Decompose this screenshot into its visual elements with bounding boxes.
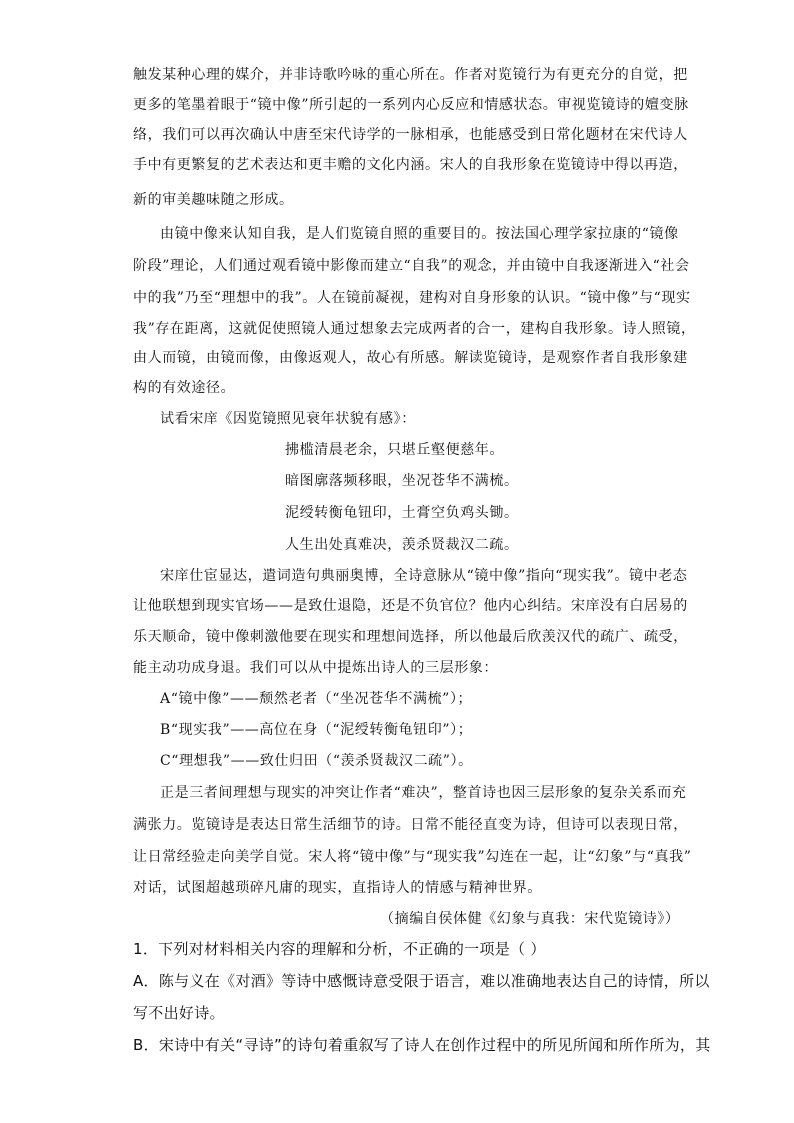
paragraph-2-line: 构的有效途径。: [133, 380, 236, 396]
paragraph-4-line: 乐天顺命，镜中像刺激他要在现实和理想间选择，所以他最后欣羡汉代的疏广、疏受，: [133, 629, 688, 645]
paragraph-1-line: 触发某种心理的媒介，并非诗歌吟咏的重心所在。作者对览镜行为有更充分的自觉，把: [133, 67, 688, 83]
image-layer-item: B“现实我”——高位在身（“泥绶转衡龟钮印”）；: [160, 722, 473, 738]
option-a-continued: 写不出好诗。: [133, 1004, 225, 1022]
option-b: B．宋诗中有关“寻诗”的诗句着重叙写了诗人在创作过程中的所见所闻和所作所为，其: [133, 1036, 711, 1054]
question-stem: 1．下列对材料相关内容的理解和分析，不正确的一项是（ ）: [133, 940, 546, 958]
paragraph-2-line: 由镜中像来认知自我，是人们览镜自照的重要目的。按法国心理学家拉康的“镜像: [160, 226, 679, 242]
poem-line: 泥绶转衡龟钮印，土膏空负鸡头锄。: [285, 505, 519, 521]
poem-line: 人生出处真难决，羡杀贤裁汉二疏。: [285, 537, 519, 553]
paragraph-5-line: 正是三者间理想与现实的冲突让作者“难决”，整首诗也因三层形象的复杂关系而充: [160, 785, 687, 801]
option-a: A．陈与义在《对酒》等诗中感慨诗意受限于语言，难以准确地表达自己的诗情，所以: [133, 972, 710, 990]
paragraph-1-line: 新的审美趣味随之形成。: [133, 192, 294, 208]
paragraph-5-line: 满张力。览镜诗是表达日常生活细节的诗。日常不能径直变为诗，但诗可以表现日常，: [133, 817, 688, 833]
image-layer-item: C“理想我”——致仕归田（“羡杀贤裁汉二疏”）。: [160, 753, 473, 769]
paragraph-5-line: 让日常经验走向美学自觉。宋人将“镜中像”与“现实我”勾连在一起，让“幻象”与“真我”: [133, 849, 692, 865]
image-layer-item: A“镜中像”——颓然老者（“坐况苍华不满梳”）；: [160, 691, 473, 707]
paragraph-1-line: 更多的笔墨着眼于“镜中像”所引起的一系列内心反应和情感状态。审视览镜诗的嬗变脉: [133, 97, 689, 113]
paragraph-2-line: 我”存在距离，这就促使照镜人通过想象去完成两者的合一，建构自我形象。诗人照镜，: [133, 321, 696, 337]
paragraph-1-line: 络，我们可以再次确认中唐至宋代诗学的一脉相承，也能感受到日常化题材在宋代诗人: [133, 127, 688, 143]
paragraph-4-line: 宋庠仕宦显达，遣词造句典丽奥博，全诗意脉从“镜中像”指向“现实我”。镜中老态: [160, 568, 688, 584]
paragraph-2-line: 由人而镜，由镜而像，由像返观人，故心有所感。解读览镜诗，是观察作者自我形象建: [133, 350, 688, 366]
paragraph-4-line: 让他联想到现实官场——是致仕退隐，还是不负官位？他内心纠结。宋庠没有白居易的: [133, 598, 688, 614]
poem-line: 拂槛清晨老余，只堪丘壑便慈年。: [285, 442, 504, 458]
paragraph-4-line: 能主动功成身退。我们可以从中提炼出诗人的三层形象：: [133, 660, 498, 676]
paragraph-2-line: 阶段”理论，人们通过观看镜中影像而建立“自我”的观念，并由镜中自我逐渐进入“社会: [133, 258, 690, 274]
paragraph-1-line: 手中有更繁复的艺术表达和更丰赡的文化内涵。宋人的自我形象在览镜诗中得以再造，: [133, 157, 688, 173]
paragraph-5-line: 对话，试图超越琐碎凡庸的现实，直指诗人的情感与精神世界。: [133, 880, 542, 896]
paragraph-2-line: 中的我”乃至“理想中的我”。人在镜前凝视，建构对自身形象的认识。“镜中像”与“现实: [133, 290, 691, 306]
poem-intro: 试看宋庠《因览镜照见衰年状貌有感》：: [160, 411, 416, 427]
poem-line: 暗图廓落频移眼，坐况苍华不满梳。: [285, 473, 519, 489]
source-citation: （摘编自侯体健《幻象与真我：宋代览镜诗》）: [380, 911, 680, 927]
